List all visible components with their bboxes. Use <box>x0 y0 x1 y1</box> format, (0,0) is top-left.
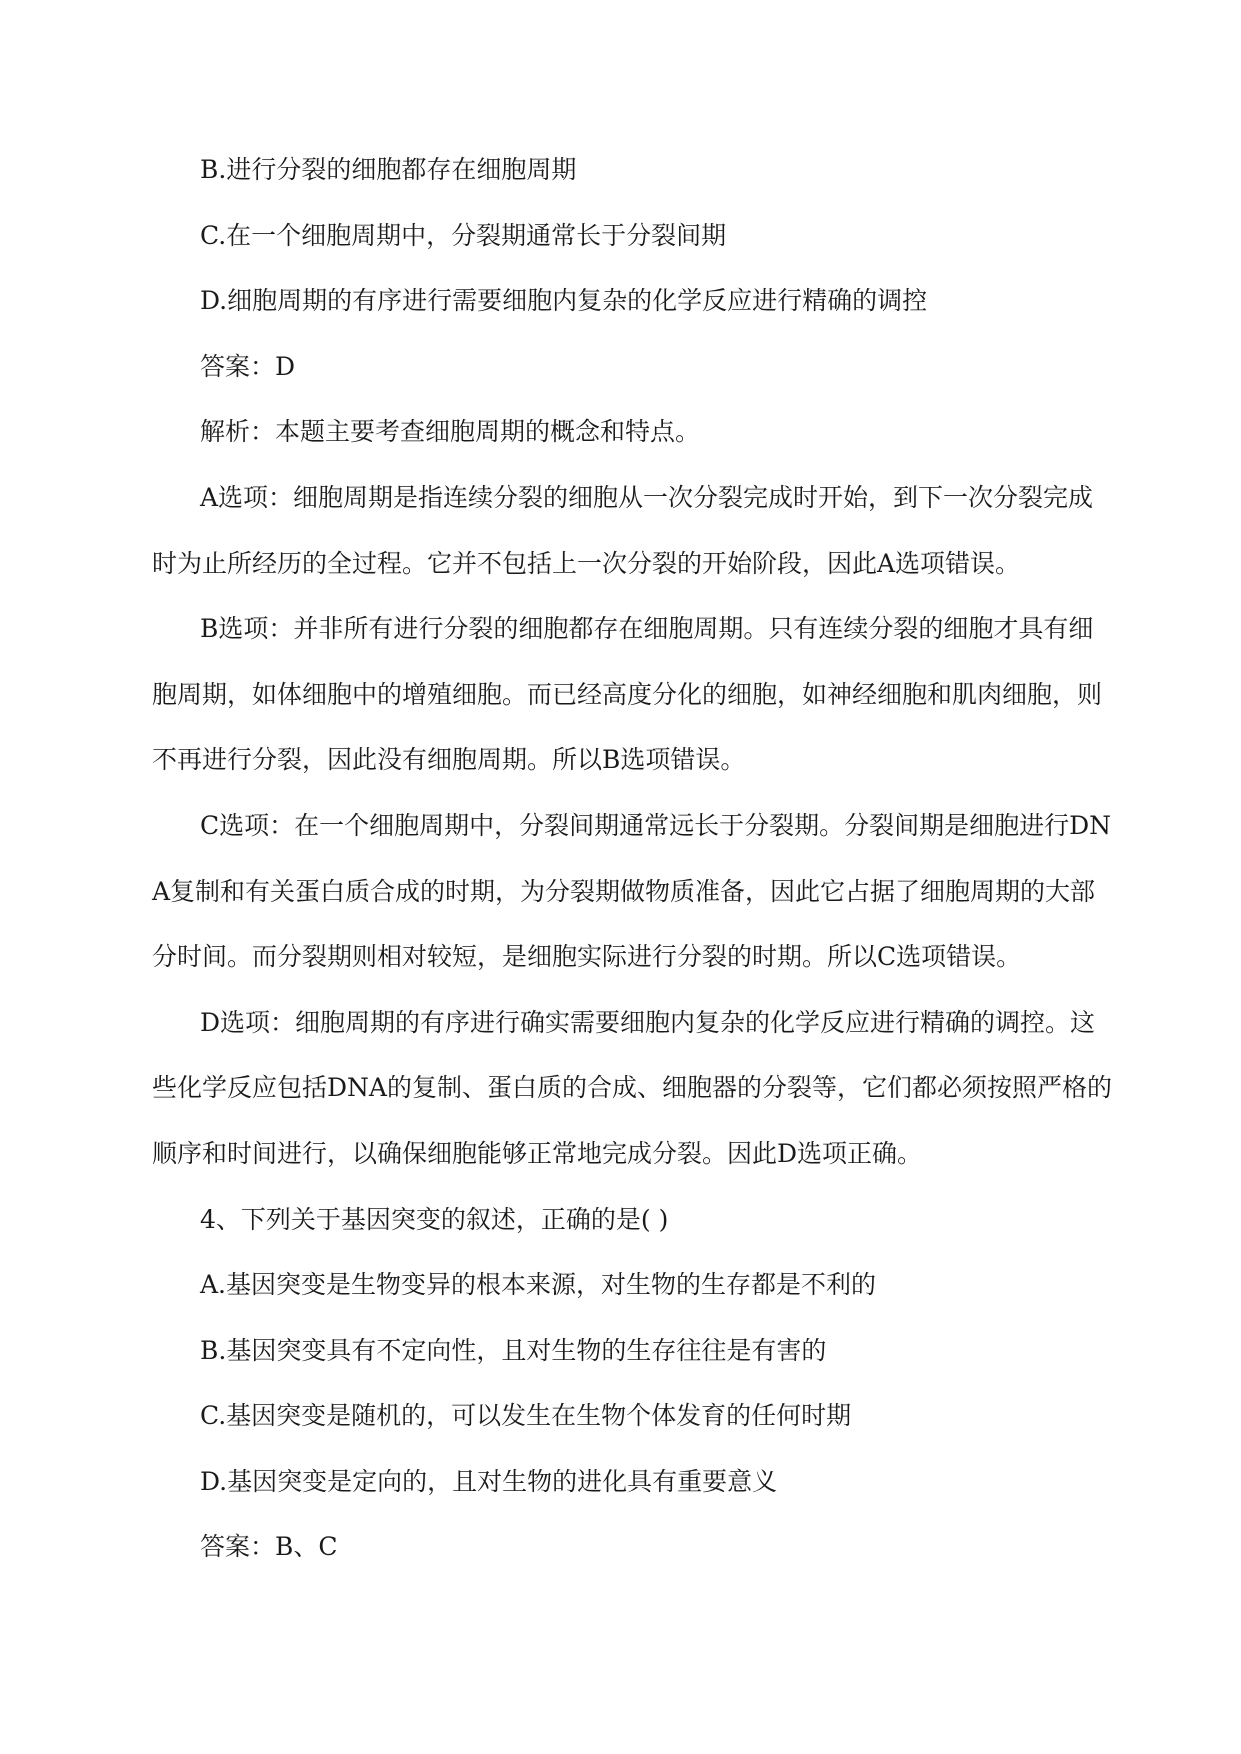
analysis-b-line-3: 不再进行分裂，因此没有细胞周期。所以B选项错误。 <box>152 745 746 775</box>
analysis-d-line-1: D选项：细胞周期的有序进行确实需要细胞内复杂的化学反应进行精确的调控。这 <box>200 1007 1096 1037</box>
analysis-intro-line: 解析：本题主要考查细胞周期的概念和特点。 <box>200 417 701 447</box>
question-4-option-b: B.基因突变具有不定向性，且对生物的生存往往是有害的 <box>200 1335 827 1365</box>
option-b-line: B.进行分裂的细胞都存在细胞周期 <box>200 155 577 184</box>
analysis-a-line-2: 时为止所经历的全过程。它并不包括上一次分裂的开始阶段，因此A选项错误。 <box>152 548 1021 578</box>
analysis-b-line-1: B选项：并非所有进行分裂的细胞都存在细胞周期。只有连续分裂的细胞才具有细 <box>200 614 1094 644</box>
analysis-a-line-1: A选项：细胞周期是指连续分裂的细胞从一次分裂完成时开始，到下一次分裂完成 <box>200 482 1094 512</box>
question-4-option-c: C.基因突变是随机的，可以发生在生物个体发育的任何时期 <box>200 1401 852 1431</box>
option-c-line: C.在一个细胞周期中，分裂期通常长于分裂间期 <box>200 220 727 250</box>
answer-line: 答案：D <box>200 351 296 381</box>
analysis-c-line-3: 分时间。而分裂期则相对较短，是细胞实际进行分裂的时期。所以C选项错误。 <box>152 942 1022 972</box>
question-4-option-a: A.基因突变是生物变异的根本来源，对生物的生存都是不利的 <box>200 1270 877 1300</box>
question-4-line: 4、下列关于基因突变的叙述，正确的是( ) <box>200 1204 669 1234</box>
analysis-b-line-2: 胞周期，如体细胞中的增殖细胞。而已经高度分化的细胞，如神经细胞和肌肉细胞，则 <box>152 679 1103 709</box>
analysis-d-line-2: 些化学反应包括DNA的复制、蛋白质的合成、细胞器的分裂等，它们都必须按照严格的 <box>152 1073 1112 1103</box>
analysis-c-line-1: C选项：在一个细胞周期中，分裂间期通常远长于分裂期。分裂间期是细胞进行DN <box>200 810 1112 840</box>
question-4-answer: 答案：B、C <box>200 1532 338 1562</box>
question-4-option-d: D.基因突变是定向的，且对生物的进化具有重要意义 <box>200 1466 778 1496</box>
analysis-d-line-3: 顺序和时间进行，以确保细胞能够正常地完成分裂。因此D选项正确。 <box>152 1138 923 1168</box>
analysis-c-line-2: A复制和有关蛋白质合成的时期，为分裂期做物质准备，因此它占据了细胞周期的大部 <box>152 876 1096 906</box>
option-d-line: D.细胞周期的有序进行需要细胞内复杂的化学反应进行精确的调控 <box>200 286 928 316</box>
